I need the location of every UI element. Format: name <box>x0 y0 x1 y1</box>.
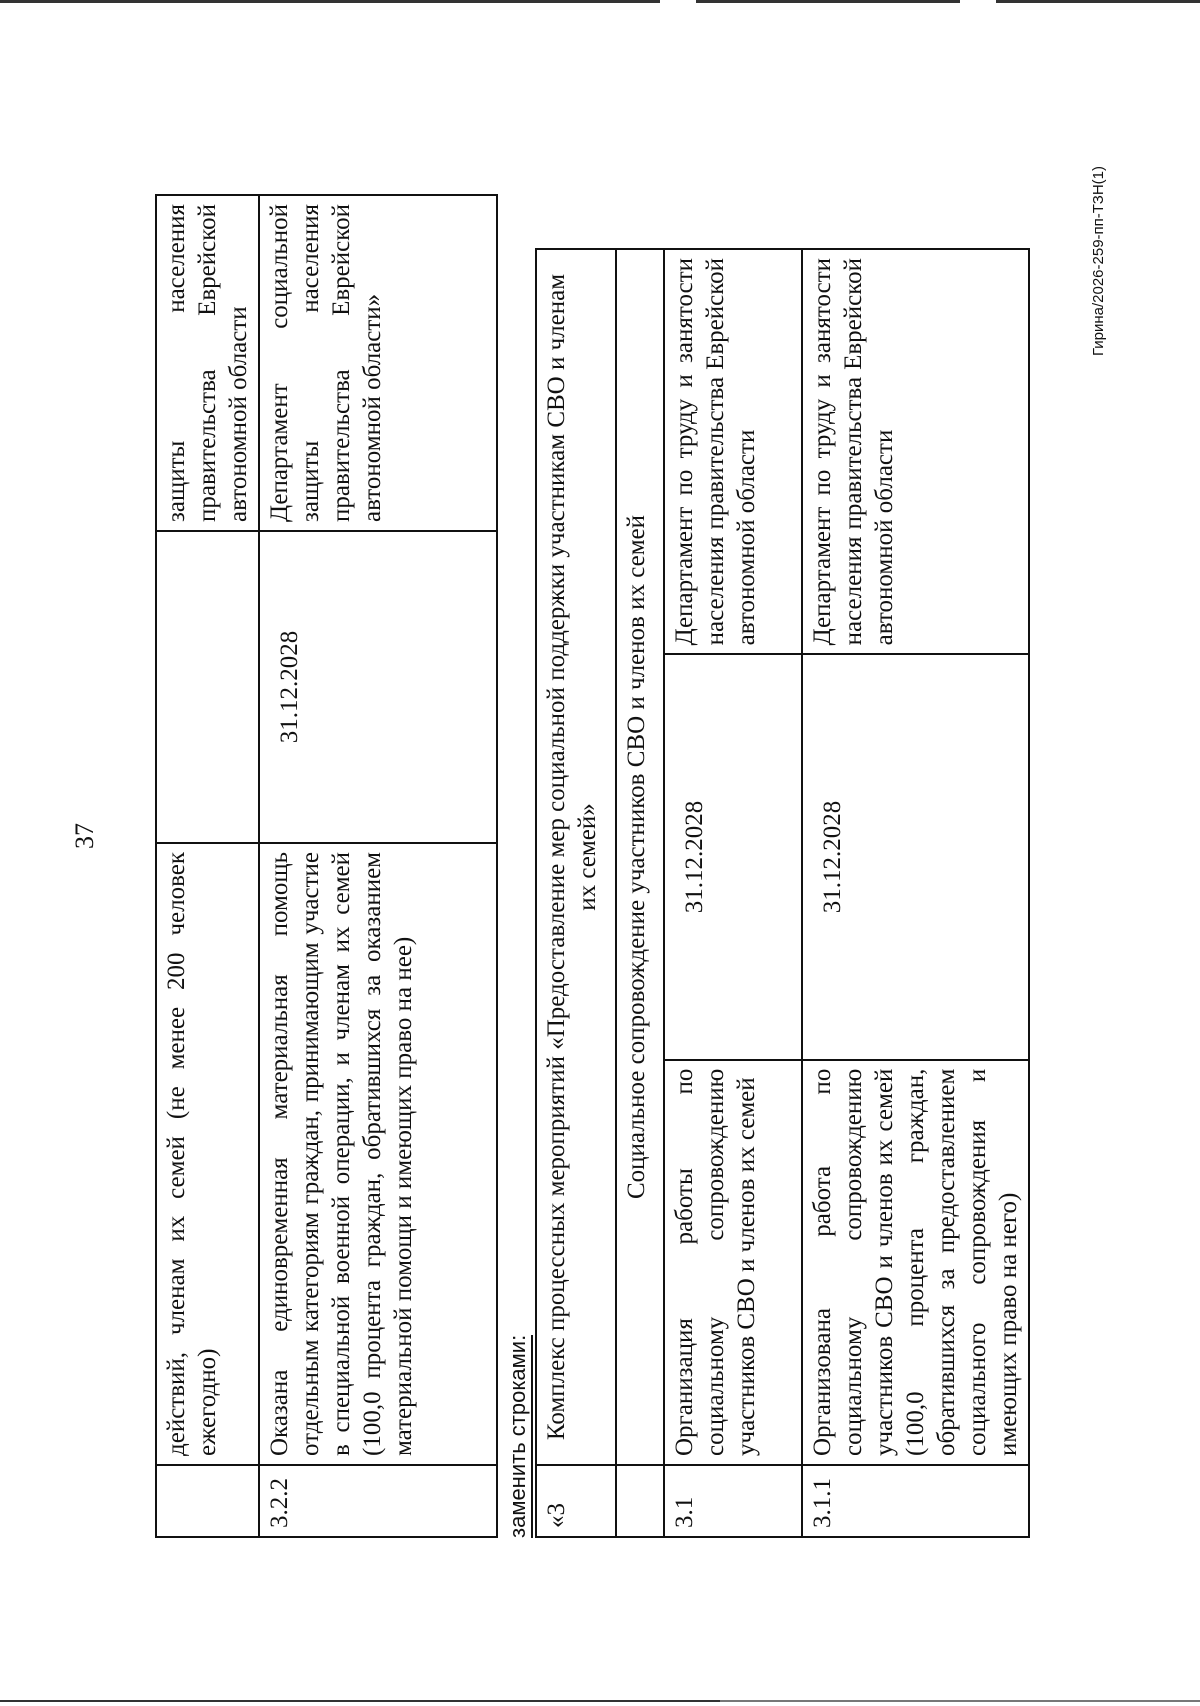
empty-cell <box>616 1465 664 1537</box>
section-number: «3 <box>536 1465 616 1537</box>
document-code: Гирина/2026-259-пп-ТЗН(1) <box>1090 166 1107 357</box>
document-page <box>0 106 1200 1706</box>
row-number: 3.1.1 <box>802 1465 1029 1537</box>
row-number: 3.2.2 <box>259 1465 497 1537</box>
table-row <box>802 249 1029 1537</box>
row-text: Оказана единовременная материальная помощь отдельным категориям граждан, принимающим участие в специальной военной операции, и членам их семей (100,0 процента граждан, обратившихся за оказанием материальной помощи и имеющих право на нее) <box>259 843 497 1465</box>
row-date <box>156 531 259 843</box>
section-title: Комплекс процессных мероприятий «Предоставление мер социальной поддержки участникам СВО и членам их семей» <box>536 249 616 1465</box>
table-row <box>259 195 497 1537</box>
row-number <box>156 1465 259 1537</box>
table-row <box>664 249 802 1537</box>
row-department: Департамент по труду и занятости населения правительства Еврейской автономной области <box>664 249 802 654</box>
subsection-title: Социальное сопровождение участников СВО и членов их семей <box>616 249 664 1465</box>
row-date: 31.12.2028 <box>802 654 1029 1059</box>
row-department: Департамент социальной защиты населения правительства Еврейской автономной области» <box>259 195 497 531</box>
table-continued <box>155 194 498 1538</box>
row-text: действий, членам их семей (не менее 200 человек ежегодно) <box>156 843 259 1465</box>
row-date: 31.12.2028 <box>664 654 802 1059</box>
row-number: 3.1 <box>664 1465 802 1537</box>
table-row <box>156 195 259 1537</box>
table-replacement <box>535 248 1030 1538</box>
table-subheader-row <box>616 249 664 1537</box>
row-date: 31.12.2028 <box>259 531 497 843</box>
row-department: Департамент по труду и занятости населения правительства Еврейской автономной области <box>802 249 1029 654</box>
replace-instruction: заменить строками: <box>505 1335 533 1538</box>
table-header-row <box>536 249 616 1537</box>
row-text: Организована работа по социальному сопровождению участников СВО и членов их семей (100,0 процента граждан, обратившихся за предоставлением социального сопровождения и имеющих право на него) <box>802 1060 1029 1465</box>
row-department: защиты населения правительства Еврейской автономной области <box>156 195 259 531</box>
page-number: 37 <box>70 823 99 849</box>
scan-edge-top <box>0 0 1200 3</box>
row-text: Организация работы по социальному сопровождению участников СВО и членов их семей <box>664 1060 802 1465</box>
